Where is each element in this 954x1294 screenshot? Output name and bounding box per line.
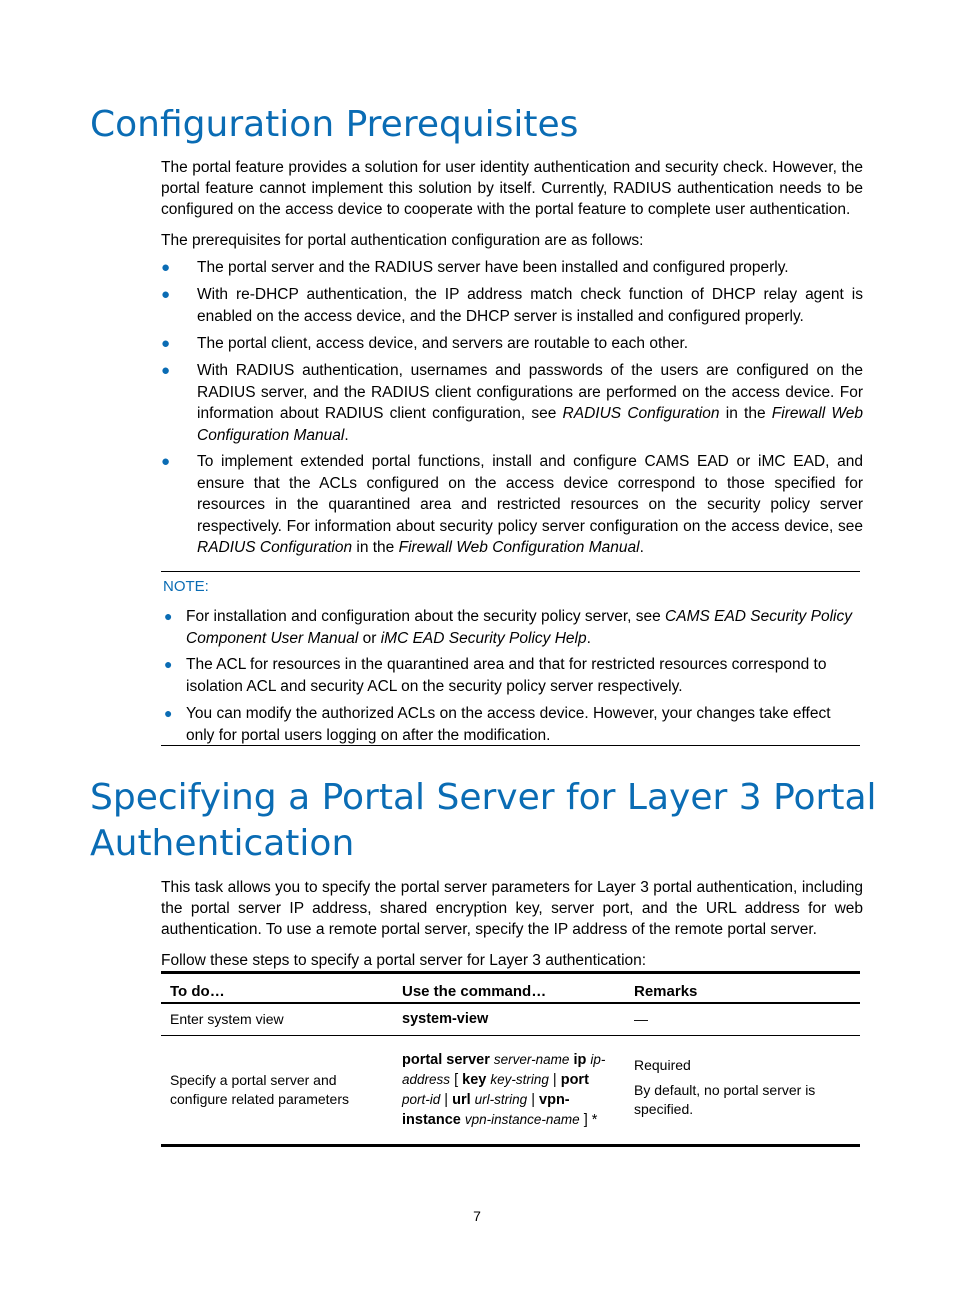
list-item: ● To implement extended portal functions, install and configure CAMS EAD or iMC EAD, and ensure that the ACLs configured on the access device correspond to those specified for resources in the quarantined area and restricted resources on the security policy server respectively. For information about security policy server configuration on the access device, see RADIUS Configuration in the Firewall Web Configuration Manual.	[161, 453, 863, 556]
cell-todo: Specify a portal server and configure related parameters	[161, 1036, 393, 1146]
command-table	[161, 971, 860, 1147]
list-item: ● The portal server and the RADIUS server have been installed and configured properly.	[161, 257, 863, 279]
note-item: ● For installation and configuration about the security policy server, see CAMS EAD Security Policy Component User Manual or iMC EAD Security Policy Help.	[164, 608, 852, 647]
table-header-row	[161, 973, 860, 1004]
table-row	[161, 1003, 860, 1036]
note-item: ● You can modify the authorized ACLs on the access device. However, your changes take effect only for portal users logging on after the modification.	[164, 705, 831, 744]
section-heading-configuration-prerequisites: Configuration Prerequisites	[90, 104, 579, 145]
task-paragraph: This task allows you to specify the portal server parameters for Layer 3 portal authentication, including the portal server IP address, shared encryption key, server port, and the URL address for web authentication. To use a remote portal server, specify the IP address of the remote portal server.	[161, 879, 863, 938]
note-top-rule	[161, 571, 860, 572]
bullet-icon: ●	[161, 259, 171, 276]
section-heading-specifying-portal-server: Specifying a Portal Server for Layer 3 Portal Authentication	[90, 777, 877, 864]
cell-todo: Enter system view	[161, 1003, 393, 1036]
table-row	[161, 1036, 860, 1146]
note-label: NOTE:	[163, 578, 209, 595]
bullet-icon: ●	[164, 656, 173, 672]
bullet-icon: ●	[161, 453, 171, 470]
steps-lead: Follow these steps to specify a portal server for Layer 3 authentication:	[161, 952, 647, 969]
col-header-remarks: Remarks	[625, 973, 860, 1004]
note-bottom-rule	[161, 745, 860, 746]
bullet-icon: ●	[161, 362, 171, 379]
doc-reference: Firewall Web Configuration Manual	[197, 405, 863, 444]
cell-remarks: —	[625, 1003, 860, 1036]
intro-paragraph: The portal feature provides a solution for user identity authentication and security check. However, the portal feature cannot implement this solution by itself. Currently, RADIUS authentication needs to be configured on the access device to cooperate with the portal feature to complete user authentication.	[161, 159, 863, 218]
bullet-icon: ●	[161, 335, 171, 352]
bullet-icon: ●	[164, 705, 173, 721]
doc-reference: CAMS EAD Security Policy Component User Manual	[186, 608, 852, 647]
bullet-icon: ●	[161, 286, 171, 303]
doc-reference: iMC EAD Security Policy Help	[380, 629, 587, 647]
cell-command: portal server server-name ip ip-address [ key key-string | port port-id | url url-string | vpn-instance vpn-instance-name ] *	[393, 1036, 625, 1146]
prereq-lead: The prerequisites for portal authentication configuration are as follows:	[161, 232, 644, 249]
cell-command: system-view	[393, 1003, 625, 1036]
note-item: ● The ACL for resources in the quarantined area and that for restricted resources correspond to isolation ACL and security ACL on the security policy server respectively.	[164, 656, 827, 695]
cell-remarks: Required By default, no portal server is specified.	[625, 1036, 860, 1146]
col-header-todo: To do…	[161, 973, 393, 1004]
page-number: 7	[473, 1208, 481, 1224]
bullet-icon: ●	[164, 608, 173, 624]
list-item: ● The portal client, access device, and servers are routable to each other.	[161, 333, 863, 355]
doc-reference: RADIUS Configuration	[197, 539, 353, 556]
list-item: ● With re-DHCP authentication, the IP address match check function of DHCP relay agent is enabled on the access device, and the DHCP server is installed and configured properly.	[161, 286, 863, 325]
list-item: ● With RADIUS authentication, usernames and passwords of the users are configured on the RADIUS server, and the RADIUS client configurations are performed on the access device. For information about RADIUS client configuration, see RADIUS Configuration in the Firewall Web Configuration Manual.	[161, 362, 863, 444]
doc-reference: Firewall Web Configuration Manual	[398, 539, 640, 556]
doc-reference: RADIUS Configuration	[562, 405, 720, 422]
col-header-command: Use the command…	[393, 973, 625, 1004]
